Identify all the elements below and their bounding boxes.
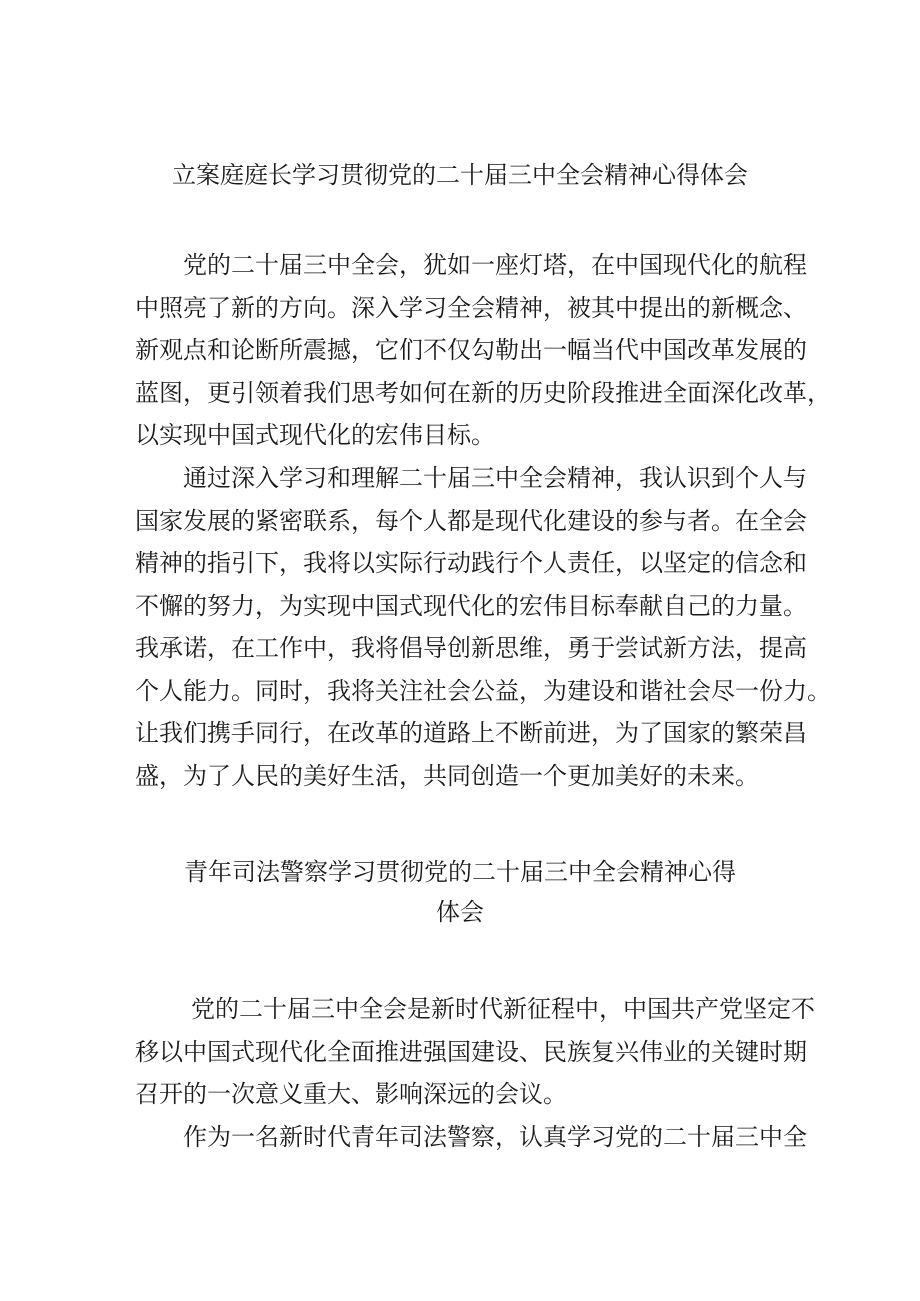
article1-p1-line-5: 以实现中国式现代化的宏伟目标。 <box>135 421 495 449</box>
article1-p2-line-5: 我承诺，在工作中，我将倡导创新思维，勇于尝试新方法，提高 <box>135 634 807 662</box>
article2-title-line-2: 体会 <box>436 898 484 926</box>
article2-paragraph-2 <box>135 1116 807 1159</box>
article2-paragraph-1 <box>135 988 815 1116</box>
article1-p2-line-7: 让我们携手同行，在改革的道路上不断前进，为了国家的繁荣昌 <box>135 719 807 747</box>
article2-p1-line-3: 召开的一次意义重大、影响深远的会议。 <box>135 1080 567 1108</box>
article1-title: 立案庭庭长学习贯彻党的二十届三中全会精神心得体会 <box>172 161 748 189</box>
article2-title-line-1: 青年司法警察学习贯彻党的二十届三中全会精神心得 <box>184 858 736 886</box>
article2-p1-line-2: 移以中国式现代化全面推进强国建设、民族复兴伟业的关键时期 <box>135 1037 807 1066</box>
article2-p2-line-1: 作为一名新时代青年司法警察，认真学习党的二十届三中全 <box>183 1123 807 1151</box>
article1-paragraph-2 <box>135 457 831 797</box>
article1-p2-line-2: 国家发展的紧密联系，每个人都是现代化建设的参与者。在全会 <box>135 506 807 535</box>
article1-p2-line-6: 个人能力。同时，我将关注社会公益，为建设和谐社会尽一份力。 <box>135 676 831 705</box>
article1-p2-line-1: 通过深入学习和理解二十届三中全会精神，我认识到个人与 <box>183 464 807 492</box>
article2-title <box>0 852 920 932</box>
article2-p1-line-1: 党的二十届三中全会是新时代新征程中，中国共产党坚定不 <box>191 995 815 1023</box>
article1-p2-line-3: 精神的指引下，我将以实际行动践行个人责任，以坚定的信念和 <box>135 549 807 577</box>
article1-p1-line-2: 中照亮了新的方向。深入学习全会精神，被其中提出的新概念、 <box>135 293 807 322</box>
article1-p1-line-1: 党的二十届三中全会，犹如一座灯塔，在中国现代化的航程 <box>183 251 807 279</box>
article1-p1-line-4: 蓝图，更引领着我们思考如何在新的历史阶段推进全面深化改革， <box>135 378 831 407</box>
article1-p2-line-8: 盛，为了人民的美好生活，共同创造一个更加美好的未来。 <box>135 761 759 790</box>
article1-paragraph-1 <box>135 244 831 457</box>
article1-p2-line-4: 不懈的努力，为实现中国式现代化的宏伟目标奉献自己的力量。 <box>135 591 807 620</box>
article1-p1-line-3: 新观点和论断所震撼，它们不仅勾勒出一幅当代中国改革发展的 <box>135 336 807 364</box>
